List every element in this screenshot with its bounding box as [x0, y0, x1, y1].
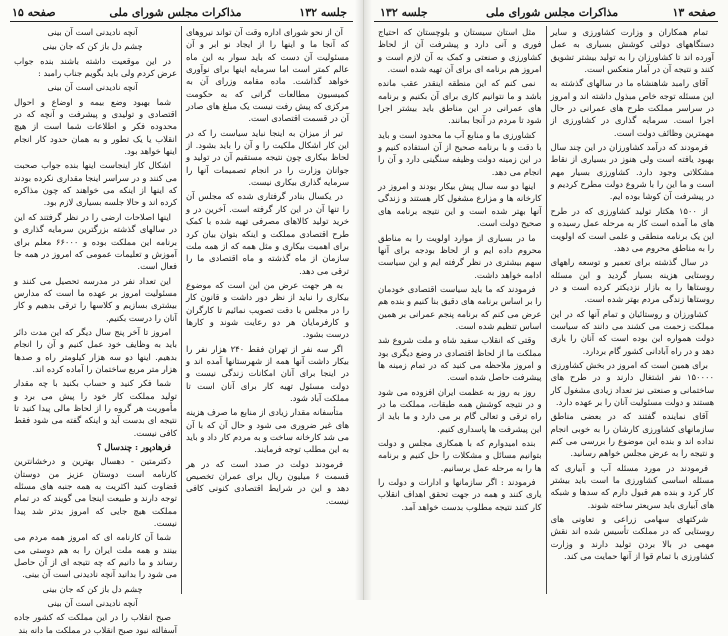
paragraph: برای همین است که امروز در بخش کشاورزی ۱۵۰۰۰۰ نفر اشتغال دارند و در طرح های ساختمانی و صنعتی نیز تعداد زیادی مشغول کار هستند و دولت مسئولیت آنان را بر عهده دارد. [550, 359, 714, 407]
poem-line: آنچه نادیدنی است آن بینی [47, 82, 138, 93]
paragraph: نمی کنم که این منطقه اینقدر عقب مانده باشد و ما نتوانیم کاری برای آن بکنیم و برنامه های عمرانی در این مناطق باید بیشتر اجرا شود تا مردم در آنجا بمانند. [378, 78, 542, 126]
paragraph: شما آن کارنامه ای که امروز همه مردم می بینند و همه ملت ایران را به هم دوستی می رساند و ما دانیم که چه نتیجه ای از آن حاصل می شود را بدانید آنچه نادیدنی است آن بینی. [14, 532, 177, 580]
paragraph: روز به روز به عظمت ایران افزوده می شود و در نتیجه کوشش همه طبقات، مملکت ما در راه ترقی و تعالی گام بر می دارد و ما باید از این پیشرفت ها پاسداری کنیم. [378, 386, 542, 434]
page-fold-shadow [355, 0, 363, 600]
paragraph: شما بهبود وضع بیمه و اوضاع و احوال اقتصادی و تولیدی و پیشرفت و آنچه که در محدوده فکر و اطلاعات شما است از هیچ انقلاب یا یک تطور و به همان حدود کار انجام اینها خواهد بود. [14, 96, 177, 157]
poem-line: چشم دل باز کن که جان بینی [42, 583, 143, 594]
paragraph: اشکال کار اینجاست اینها بنده جواب صحبت می کنند و در سراسر اینجا مقداری نکرده بودند که اینها از اینکه می خواهند که چون مذاکره کرده اند و حالا جلسه بسیاری لازم بود. [14, 160, 177, 208]
paragraph: امروز تا آخر پنج سال دیگر که این مدت دائر باید به وظایف خود عمل کنیم و آن را انجام بدهیم. اینها دو سه هزار کیلومتر راه و صدها هزار متر مربع ساختمان را آماده کرده اند. [14, 326, 177, 374]
paragraph: اگر سه نفر از تهران فقط ۲۴۰ هزار نفر را بیکار داشت آنها همه از شهرستانها آمده اند و در اینجا برای آنان امکانات زندگی نیست و دولت مسئول تهیه کار برای آنان است تا مملکت آباد شود. [186, 343, 349, 403]
left-page-session: جلسه ۱۳۲ [299, 6, 347, 19]
left-page-left-column [10, 26, 181, 635]
paragraph: بنده امیدوارم که با همکاری مجلس و دولت بتوانیم مسائل و مشکلات را حل کنیم و برنامه ها را به مرحله عمل برسانیم. [378, 438, 542, 473]
paragraph: در یکسال بنادر گرفتاری شده که مجلس آن را تنها آن در این کار گرفته است. آخرین در و خرید تولید کالاهای مصرفی تهیه شده با کمک طرح اقتصادی مملکت و اینکه بتوان بیان کرد برای اهمیت بیکاری و مثل همه که از همه ملت سازمان از ماه گذشته و ماه اقتصادی ما را ترقی می دهد. [186, 191, 349, 276]
paragraph: فرمودند که ما باید سیاست اقتصادی خودمان را بر اساس برنامه های دقیق بنا کنیم و بنده هم عرض می کنم که برنامه پنجم عمرانی بر همین اساس تنظیم شده است. [378, 283, 542, 331]
paragraph: اینها دو سه سال پیش بیکار بودند و امروز در کارخانه ها و مزارع مشغول کار هستند و زندگی آنها بهتر شده است و این نتیجه برنامه های صحیح دولت است. [378, 181, 542, 229]
paragraph: کشاورزان و روستائیان و تمام آنها که در این مملکت زحمت می کشند می دانند که سیاست دولت همواره این بوده است که آنان را یاری دهد و در راه آبادانی کشور گام بردارد. [550, 308, 714, 356]
right-page-number: صفحه ۱۳ [672, 6, 716, 19]
left-page-columns [10, 26, 353, 635]
right-page-title: مذاکرات مجلس شورای ملی [485, 6, 619, 19]
paragraph: فرمودند دولت در صدد است که در هر قسمت ۶ میلیون ریال برای عمران تخصیص دهد و این در شرایط اقتصادی کنونی کافی نیست. [186, 458, 350, 506]
left-page-header [10, 6, 353, 22]
page-fold-shadow [364, 0, 372, 600]
paragraph: شما فکر کنید و حساب بکنید با چه مقدار تولید مملکت کار خود را پیش می برد و مأموریت هر گروه را از لحاظ مالی پیدا کنید تا نتیجه ای بدست آید و اینکه گفته می شود فقط کافی نیست. [14, 378, 177, 438]
paragraph: فرمودند که درآمد کشاورزان در این چند سال بهبود یافته است ولی هنوز در بسیاری از نقاط مشکلاتی وجود دارد. کشاورزی بسیار مهم است و ما این را با شروع دولت مطرح کردیم و در پیشرفت آن کوشا بوده ایم. [550, 142, 714, 202]
paragraph: تیر از میزان به اینجا نباید سیاست را که در این کار اشکال ملکیت را و آن را باید بشود. از لحاظ بیکاری چون نتیجه مستقیم آن در تولید و جوانان وزارت را در انجام تصمیمات آنها را سرمایه گذاری بیکاری نیست. [186, 127, 349, 188]
right-page [364, 0, 728, 600]
paragraph: آقای رامبد شاهنشاه ما در سالهای گذشته به این مسئله توجه خاص مبذول داشته اند و امروز در سراسر مملکت طرح های عمرانی در حال اجرا است. سرمایه گذاری در کشاورزی از مهمترین وظائف دولت است. [550, 78, 714, 138]
paragraph: شرکتهای سهامی زراعی و تعاونی های روستایی که در مملکت تأسیس شده اند نقش مهمی در بالا بردن تولید دارند و وزارت کشاورزی با تمام قوا از آنها حمایت می کند. [550, 514, 714, 562]
left-page-number: صفحه ۱۵ [12, 6, 56, 19]
right-page-header [374, 6, 718, 22]
left-page [0, 0, 364, 635]
paragraph: کشاورزی ما و منابع آب ما محدود است و باید با دقت و با برنامه صحیح از آن استفاده کنیم و در این زمینه دولت وظیفه سنگینی دارد و آن را انجام می دهد. [378, 129, 542, 177]
paragraph: متأسفانه مقدار زیادی از منابع ما صرف هزینه های غیر ضروری می شود و حال آن که با آن می شد کارخانه ساخت و به مردم کار داد و باید به این مطلب توجه فرمایند. [186, 407, 349, 455]
poem-line: چشم دل باز کن که جان بینی [42, 41, 143, 52]
paragraph: از ۱۵۰۰ هکتار تولید کشاورزی که در طرح های ما آمده است کار به مرحله عمل رسیده و این یک برنامه منطقی و علمی است که اولویت را به مناطق محروم می دهد. [550, 205, 714, 253]
paragraph: آن از نحو شورای اداره وقت آن تواند نیروهای که آنجا ما و اینها را از ایجاد نو ابر و آن مسئولیت آن دست که باید سوار به این ماه عالم کمتر است اما سرمایه اینها برای نوآوری خواهد گذاشت. ماده مقامه وزرای آن به کمیسیون مطالعات گرانی که به حکومت مرکزی که پیش رفت نیست یک مبلغ های صادر آن در قسمت اقتصادی است. [186, 27, 349, 124]
right-page-right-column [547, 26, 719, 594]
right-page-session: جلسه ۱۳۲ [380, 6, 428, 19]
paragraph: اینها اصلاحات ارضی را در نظر گرفتند که این در سالهای گذشته بزرگترین سرمایه گذاری و برنامه این مملکت بوده و ۶۶۰۰۰ معلم برای آموزش و تعلیمات عمومی که امروز در همه جا فعال است. [14, 211, 177, 272]
poem-line: آنچه نادیدنی است آن بینی [47, 598, 138, 609]
left-page-right-column [182, 26, 353, 594]
paragraph: این تعداد نفر در مدرسه تحصیل می کنند و مسئولیت امروز بر عهده ما است که مدارس بیشتری بسازیم و کلاسها را ترقی بدهیم و کار آنان را درست بکنیم. [14, 275, 177, 323]
paragraph: فرمودند : اگر سازمانها و ادارات و دولت را یاری کنند و همه در جهت تحقق اهداف انقلاب کار کنند نتیجه مطلوب بدست خواهد آمد. [378, 477, 542, 512]
paragraph: در این موقعیت داشته باشند بنده جواب عرض کردم ولی باید بگویم جناب رامبد : [14, 55, 177, 79]
column-divider [546, 26, 547, 594]
paragraph: تمام همکاران و وزارت کشاورزی و سایر دستگاههای دولتی کوشش بسیاری به عمل آورده اند تا کشاورزان را به تولید بیشتر تشویق کنند و نتیجه آن در آمار منعکس است. [550, 27, 714, 75]
speaker-interjection: فرهادپور : چندسال ؟ [96, 442, 171, 452]
paragraph: آقای نماینده گفتند که در بعضی مناطق سازمانهای کشاورزی کارشان را به خوبی انجام نداده اند و بنده این موضوع را بررسی می کنم و نتیجه را به عرض مجلس خواهم رسانید. [550, 411, 714, 459]
paragraph: وقتی که انقلاب سفید شاه و ملت شروع شد مملکت ما از لحاظ اقتصادی در وضع دیگری بود و امروز ملاحظه می کنید که در تمام زمینه ها پیشرفت حاصل شده است. [378, 335, 542, 383]
poem-line: آنچه نادیدنی است آن بینی [47, 27, 138, 37]
right-page-columns [374, 26, 718, 594]
paragraph: در سال گذشته برای تعمیر و توسعه راههای روستایی هزینه بسیار گردید و این مسئله روستاها را به بازار نزدیکتر کرده است و در روستاها زندگی مردم بهتر شده است. [550, 257, 714, 305]
paragraph: ما در بسیاری از موارد اولویت را به مناطق محروم داده ایم و از لحاظ بودجه برای آنها سهم بیشتری در نظر گرفته ایم و این سیاست ادامه خواهد داشت. [378, 232, 542, 280]
paragraph: دکترمتین - دهسال بهترین و درخشانترین کارنامه است دوستان عزیز من دوستان قضاوت کنید اکثریت به همه جنبه های مسئله توجه دارند و طبیعت اینجا می گویند که در تمام مملکت هیچ جایی که امروز بدتر شد پیدا نیست. [14, 456, 177, 529]
paragraph: صبح انقلاب را در این مملکت که کشور جاده آسفالته نبود صبح انقلاب در مملکت ما دانه بند [14, 612, 177, 635]
right-page-left-column [374, 26, 546, 594]
column-divider [181, 26, 182, 594]
paragraph: به هر جهت عرض من این است که موضوع بیکاری را نباید از نظر دور داشت و قانون کار را در مجلس با دقت تصویب نمائیم تا کارگران و کارفرمایان هر دو رعایت شوند و کارها درست بشود. [186, 279, 349, 340]
left-page-title: مذاکرات مجلس شورای ملی [109, 6, 242, 19]
paragraph: فرمودند در مورد مسئله آب و آبیاری که مسئله اساسی کشاورزی ما است باید بیشتر کار کرد و بنده هم قبول دارم که سدها و شبکه های آبیاری باید سریعتر ساخته شوند. [550, 462, 714, 510]
paragraph: مثل استان سیستان و بلوچستان که احتیاج فوری و آنی دارد و پیشرفت آن از لحاظ کشاورزی و صنعتی و کمک به آن لازم است و امروز هم برنامه ای برای آن تهیه شده است. [378, 27, 542, 75]
